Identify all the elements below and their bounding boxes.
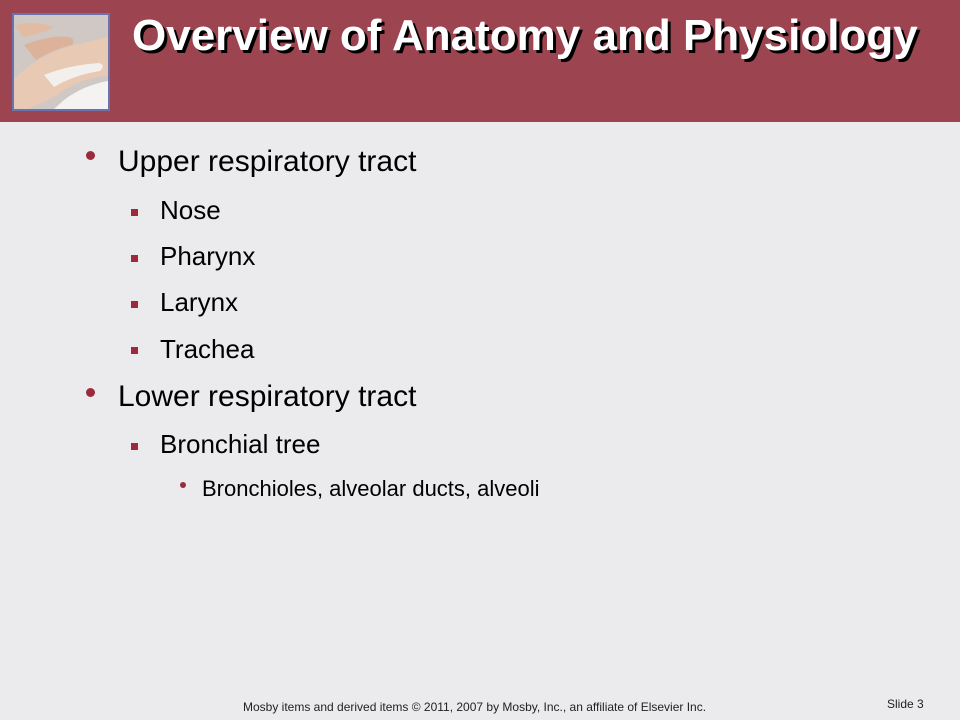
footer-copyright: Mosby items and derived items © 2011, 2007 by Mosby, Inc., an affiliate of Elsevier Inc. [243, 700, 707, 714]
bullet-bronchioles: Bronchioles, alveolar ducts, alveoli [202, 476, 540, 501]
bullet-upper-respiratory: Upper respiratory tract [118, 145, 417, 178]
bullet-square-icon [131, 347, 138, 354]
bullet-pharynx: Pharynx [160, 241, 256, 271]
bullet-dot-icon [86, 388, 95, 397]
bullet-bronchial-tree: Bronchial tree [160, 429, 321, 459]
bullet-trachea: Trachea [160, 334, 255, 364]
bullet-small-dot-icon [180, 482, 186, 488]
bullet-dot-icon [86, 151, 95, 160]
bullet-square-icon [131, 443, 138, 450]
bullet-nose: Nose [160, 195, 221, 225]
bullet-lower-respiratory: Lower respiratory tract [118, 380, 417, 413]
slide-number: Slide 3 [887, 697, 924, 711]
title-banner [0, 0, 960, 122]
hands-photo-icon [12, 13, 110, 111]
bullet-square-icon [131, 209, 138, 216]
slide-title: Overview of Anatomy and Physiology [132, 11, 918, 60]
bullet-square-icon [131, 255, 138, 262]
bullet-square-icon [131, 301, 138, 308]
bullet-larynx: Larynx [160, 287, 239, 317]
